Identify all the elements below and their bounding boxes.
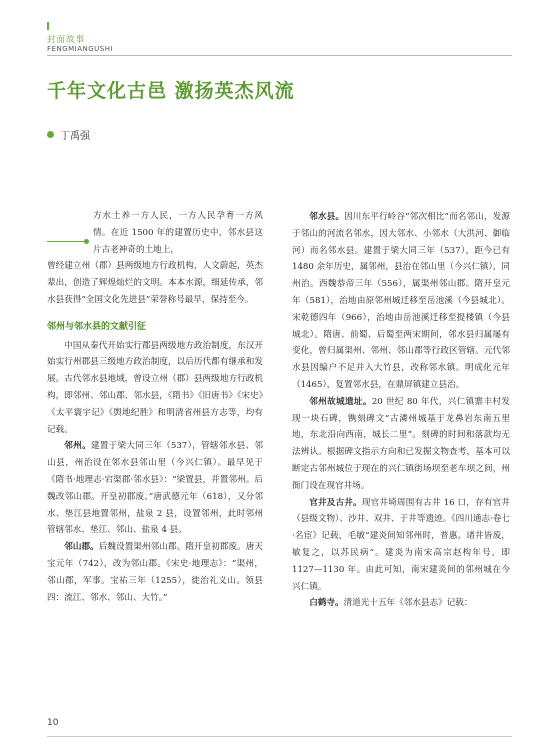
intro-paragraph: 曾经建立州（郡）县两级地方行政机构，人文蔚起，英杰辈出，创造了辉煌灿烂的文明。本本水源，细延传承，邻水县获得“全国文化先进县”荣誉称号最早，保持至今。 (47, 261, 263, 305)
term-text: 因川东平行岭谷“邻次相比”而名邻山，发源于邻山的河流名邻水，因大邻水、小邻水（大洪河、御临河）而名邻水县。建置于梁大同三年（537），距今已有 1480 余年历史，属邻州，县治在邻山里（今兴仁镇），同州治。西魏恭帝三年（556），属渠州邻山郡。隋开皇元年（581），治地由原邻州城迁移至岳池溪（今县城北）。宋乾德四年（966），治地由岳池溪迁移至提楼镇（今县城北）。隋唐、前蜀、后蜀至两宋期间，邻水县归属屡有变化，曾归属渠州、邻州、邻山郡等行政区管辖。元代邻水县因编户不足并入大竹县，改称邻水镇。明成化元年（1465），复置邻水县，在鼎屏镇建立县治。 (292, 212, 510, 390)
body-paragraph (292, 495, 510, 596)
term-label: 邻山郡。 (64, 542, 99, 553)
author-name: 丁禹强 (60, 131, 90, 142)
term-text: 清道光十五年《邻水县志》记载： (343, 598, 473, 609)
page-number: 10 (47, 718, 59, 728)
body-paragraph: 中国从秦代开始实行郡县两级地方政治制度，东汉开始实行州郡县三级地方政治制度，以后历代都有继承和发展。古代邻水县地域，曾设立州（郡）县两级地方行政机构，即邻州、邻山郡、邻水县，《隋书》《旧唐书》《宋史》《太平寰宇记》《舆地纪胜》和明清省州县方志等，均有记载。 (47, 340, 263, 435)
author-byline (47, 127, 90, 142)
body-paragraph (292, 394, 510, 495)
term-text: 后魏设置渠州邻山郡。隋开皇初郡废。唐天宝元年（742），改为邻山郡。《宋史·地理志》：“渠州，邻山郡，军事。宝祐三年（1255），徙治礼义山。领县四：流江、邻水、邻山、大竹。” (47, 542, 263, 603)
header-accent-mark (47, 22, 49, 30)
article-title: 千年文化古邑 激扬英杰风流 (47, 80, 295, 102)
section-label: 封面故事 (47, 35, 86, 45)
section-heading: 邻州与邻水县的文献引征 (47, 321, 147, 332)
term-label: 邻水县。 (309, 212, 345, 222)
right-column (292, 209, 510, 612)
term-text: 建置于梁大同三年（537），管辖邻水县、邻山县，州治设在邻水县邻山里（今兴仁镇）。最早见于《隋书·地理志·宕渠郡·邻水县》：“梁置县，并置邻州。后魏改邻山郡。开皇初郡废。”唐武德元年（618），又分邻水、垫江县地置邻州，盐泉 2 县，设置邻州，此时邻州管辖邻水、垫江、邻山、盐泉 4 县。 (47, 441, 263, 536)
section-label-pinyin: FENGMIANGUSHI (47, 45, 114, 53)
body-paragraph (292, 595, 510, 612)
intro-lead: 方水土养一方人民，一方人民孕育一方风情。在近 1500 年的建置历史中，邻水县这片古老神奇的土地上， (93, 211, 263, 255)
term-label: 官井及古井。 (309, 497, 362, 508)
bullet-dot-icon (47, 131, 54, 138)
term-text: 20 世纪 80 年代，兴仁镇寨丰村发现一块石碑，镌刻碑文“古潾州城基于龙鼻岩东南五里地，东北沿向西南，城长二里”。刻碑的时间和落款均无法辨认。根据碑文指示方向和已发掘文物查考，基本可以断定古邻州城位于现在的兴仁镇街场坝至老车坝之间，州衙门设在现官井场。 (292, 396, 510, 491)
term-text: 现官井埼周围有古井 16 口，存有官井（县级文物）、沙井、双井、于井等遗迹。《四川通志·卷七·名宦》记载，毛敏“建炎间知邻州时，普惠。诸井皆废，敏复之，以苏民病”。建炎为南宋高宗赵构年号，即 1127—1130 年。由此可知，南宋建炎间的邻州城在今兴仁镇。 (292, 497, 510, 592)
header-divider (47, 55, 512, 56)
body-paragraph (292, 209, 510, 394)
term-label: 白鹤寺。 (309, 598, 344, 609)
term-label: 邻州故城遗址。 (309, 396, 372, 407)
body-paragraph (47, 539, 263, 606)
body-paragraph (47, 438, 263, 539)
footer-divider (47, 736, 512, 737)
left-column (47, 208, 263, 606)
term-label: 邻州。 (64, 441, 91, 452)
